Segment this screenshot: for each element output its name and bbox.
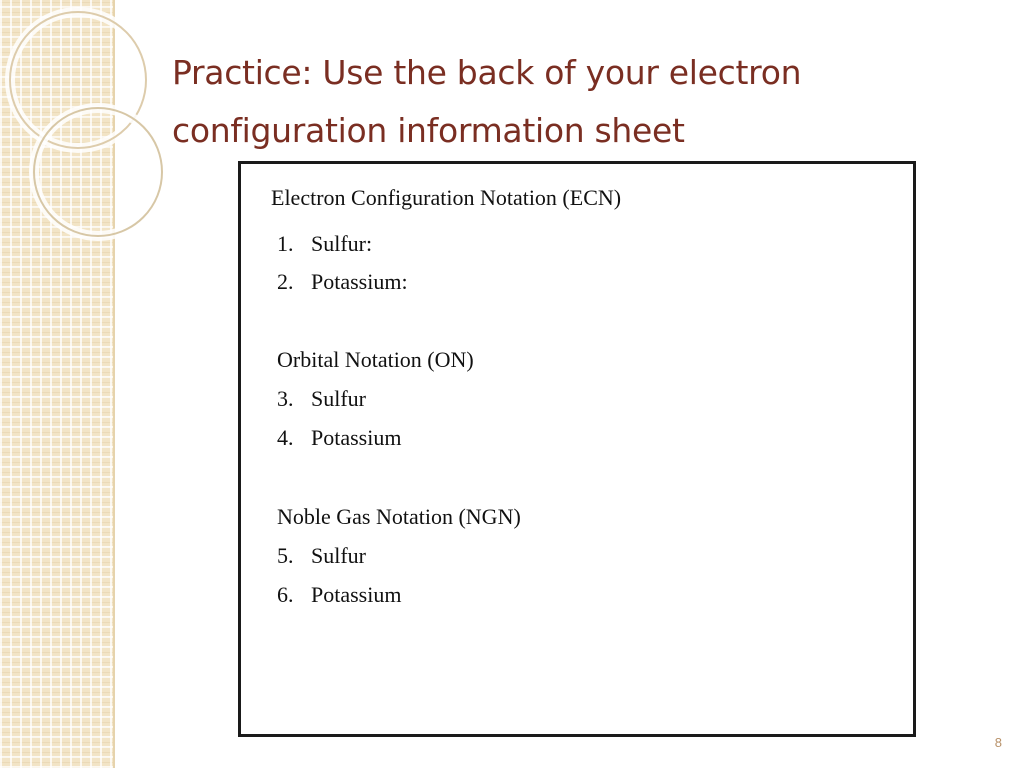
slide-title: Practice: Use the back of your electron configuration information sheet bbox=[172, 53, 802, 150]
list-item bbox=[277, 230, 372, 258]
slide-number: 8 bbox=[994, 735, 1002, 750]
list-item bbox=[277, 424, 401, 452]
item-label: Sulfur: bbox=[311, 231, 373, 256]
item-label: Potassium: bbox=[311, 269, 408, 294]
item-number: 5. bbox=[277, 543, 294, 568]
item-number: 2. bbox=[277, 269, 294, 294]
item-label: Sulfur bbox=[311, 543, 366, 568]
decor-circle-small-shadow bbox=[34, 108, 162, 236]
ecn-heading: Electron Configuration Notation (ECN) bbox=[271, 185, 622, 210]
list-item bbox=[277, 542, 366, 570]
item-number: 4. bbox=[277, 425, 294, 450]
item-label: Potassium bbox=[311, 582, 402, 607]
decor-circle-large-shadow bbox=[10, 12, 146, 148]
ngn-heading: Noble Gas Notation (NGN) bbox=[277, 504, 521, 529]
item-number: 1. bbox=[277, 231, 294, 256]
item-number: 6. bbox=[277, 582, 294, 607]
list-item bbox=[277, 385, 366, 413]
practice-box bbox=[238, 161, 916, 737]
item-label: Potassium bbox=[311, 425, 402, 450]
item-number: 3. bbox=[277, 386, 294, 411]
item-label: Sulfur bbox=[311, 386, 366, 411]
on-heading: Orbital Notation (ON) bbox=[277, 347, 474, 372]
list-item bbox=[277, 581, 401, 609]
list-item bbox=[277, 268, 408, 296]
